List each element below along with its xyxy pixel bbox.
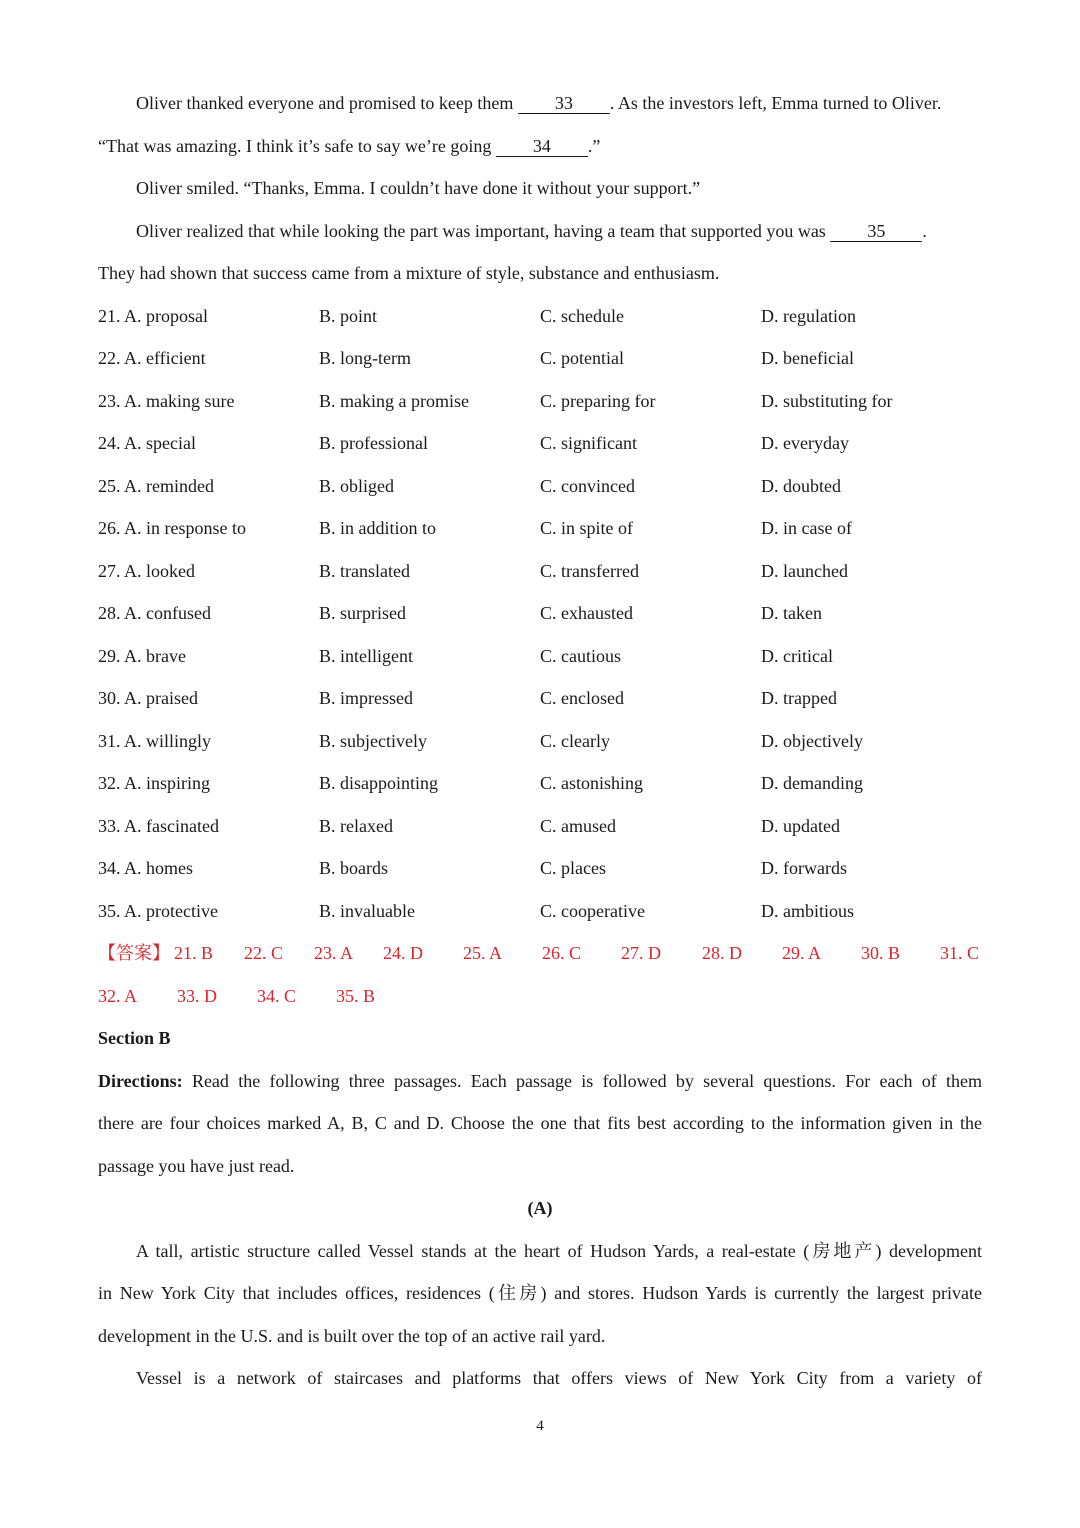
option-b: B. making a promise: [319, 390, 469, 411]
page-number: 4: [536, 1418, 544, 1434]
option-a: 30. A. praised: [98, 688, 198, 708]
option-c: C. potential: [540, 348, 624, 368]
option-b: B. subjectively: [319, 730, 427, 751]
option-a: 25. A. reminded: [98, 475, 214, 496]
option-b: B. surprised: [319, 603, 406, 623]
answer-item: 24. D: [383, 943, 423, 963]
passage-line: Oliver realized that while looking the part was important, having a team that supported you was 35 .: [136, 220, 927, 241]
option-a: 23. A. making sure: [98, 390, 235, 411]
answer-item: 22. C: [244, 943, 284, 963]
directions-label: Directions:: [98, 1070, 183, 1091]
answer-item: 32. A: [98, 985, 138, 1006]
option-c: C. schedule: [540, 305, 624, 326]
option-b: B. impressed: [319, 688, 413, 708]
answer-item: 29. A: [782, 943, 822, 963]
answer-item: 34. C: [257, 985, 297, 1006]
option-b: B. translated: [319, 560, 410, 581]
option-d: D. everyday: [761, 433, 849, 453]
option-b: B. professional: [319, 433, 428, 453]
option-c: C. convinced: [540, 475, 635, 496]
question-row: [98, 550, 982, 593]
option-c: C. preparing for: [540, 390, 656, 411]
option-d: D. beneficial: [761, 348, 854, 368]
option-d: D. launched: [761, 560, 848, 581]
directions-line: there are four choices marked A, B, C and D. Choose the one that fits best according to the information given in the: [98, 1113, 982, 1133]
option-a: 34. A. homes: [98, 858, 194, 878]
option-c: C. astonishing: [540, 773, 644, 793]
question-row: [98, 677, 982, 720]
option-b: B. point: [319, 305, 378, 326]
option-b: B. relaxed: [319, 815, 393, 836]
question-row: [98, 720, 982, 763]
option-d: D. trapped: [761, 688, 837, 708]
answer-item: 35. B: [336, 985, 376, 1006]
passage-line: Oliver thanked everyone and promised to keep them 33 . As the investors left, Emma turned to Oliver.: [136, 93, 942, 113]
option-c: C. places: [540, 858, 606, 878]
document-body: [98, 82, 982, 1400]
option-c: C. cautious: [540, 645, 621, 666]
option-d: D. ambitious: [761, 900, 854, 921]
option-b: B. disappointing: [319, 773, 439, 793]
passage-line: in New York City that includes offices, residences (住房) and stores. Hudson Yards is currently the largest private: [98, 1283, 982, 1303]
option-d: D. demanding: [761, 773, 863, 793]
option-c: C. enclosed: [540, 688, 624, 708]
option-a: 21. A. proposal: [98, 305, 208, 326]
question-row: [98, 805, 982, 848]
option-c: C. cooperative: [540, 900, 645, 921]
blank-35: 35: [830, 221, 922, 242]
option-a: 24. A. special: [98, 433, 196, 453]
option-b: B. boards: [319, 858, 388, 878]
option-d: D. regulation: [761, 305, 856, 326]
question-row: [98, 422, 982, 465]
passage-title: (A): [527, 1198, 553, 1218]
passage-line: development in the U.S. and is built over the top of an active rail yard.: [98, 1325, 606, 1346]
option-a: 29. A. brave: [98, 645, 186, 666]
question-row: [98, 847, 982, 890]
answer-key-line: [98, 932, 982, 975]
option-d: D. taken: [761, 603, 822, 623]
option-a: 22. A. efficient: [98, 348, 206, 368]
option-c: C. in spite of: [540, 518, 633, 538]
answer-item: 31. C: [940, 943, 980, 963]
question-row: [98, 295, 982, 338]
question-row: [98, 380, 982, 423]
option-d: D. forwards: [761, 858, 847, 878]
option-c: C. exhausted: [540, 603, 633, 623]
answer-item: 21. B: [174, 943, 214, 963]
option-b: B. intelligent: [319, 645, 413, 666]
answer-item: 26. C: [542, 943, 582, 963]
option-d: D. in case of: [761, 518, 852, 538]
question-row: [98, 762, 982, 805]
option-a: 32. A. inspiring: [98, 773, 211, 793]
option-b: B. in addition to: [319, 518, 436, 538]
option-b: B. long-term: [319, 348, 411, 368]
answer-key-line: [98, 975, 982, 1018]
passage-line: Oliver smiled. “Thanks, Emma. I couldn’t have done it without your support.”: [136, 178, 701, 198]
option-a: 28. A. confused: [98, 603, 211, 623]
option-a: 33. A. fascinated: [98, 815, 219, 836]
option-a: 27. A. looked: [98, 560, 195, 581]
option-d: D. updated: [761, 815, 840, 836]
option-d: D. critical: [761, 645, 833, 666]
directions-line: passage you have just read.: [98, 1155, 295, 1176]
option-b: B. invaluable: [319, 900, 415, 921]
answer-item: 30. B: [861, 943, 901, 963]
option-c: C. significant: [540, 433, 637, 453]
passage-line: Vessel is a network of staircases and platforms that offers views of New York City from a variety of: [136, 1368, 982, 1388]
question-row: [98, 635, 982, 678]
option-d: D. objectively: [761, 730, 863, 751]
option-a: 31. A. willingly: [98, 730, 212, 751]
passage-line: “That was amazing. I think it’s safe to say we’re going 34 .”: [98, 135, 601, 156]
option-c: C. clearly: [540, 730, 610, 751]
question-row: [98, 890, 982, 933]
answer-item: 25. A: [463, 943, 503, 963]
directions-line: Directions: Read the following three passages. Each passage is followed by several questions. For each of them: [98, 1070, 982, 1091]
question-row: [98, 507, 982, 550]
option-d: D. substituting for: [761, 390, 893, 411]
answer-item: 28. D: [702, 943, 742, 963]
option-c: C. transferred: [540, 560, 639, 581]
option-a: 35. A. protective: [98, 900, 218, 921]
question-row: [98, 337, 982, 380]
blank-33: 33: [518, 93, 610, 114]
option-d: D. doubted: [761, 475, 841, 496]
option-a: 26. A. in response to: [98, 518, 246, 538]
option-b: B. obliged: [319, 475, 394, 496]
answer-item: 23. A: [314, 943, 354, 963]
section-heading: Section B: [98, 1028, 171, 1048]
answer-item: 27. D: [621, 943, 661, 963]
answer-label: 【答案】: [98, 943, 170, 963]
question-row: [98, 465, 982, 508]
answer-item: 33. D: [177, 985, 217, 1006]
option-c: C. amused: [540, 815, 616, 836]
passage-line: They had shown that success came from a mixture of style, substance and enthusiasm.: [98, 263, 720, 283]
blank-34: 34: [496, 136, 588, 157]
passage-line: A tall, artistic structure called Vessel stands at the heart of Hudson Yards, a real-estate (房地产) development: [136, 1240, 982, 1261]
question-row: [98, 592, 982, 635]
